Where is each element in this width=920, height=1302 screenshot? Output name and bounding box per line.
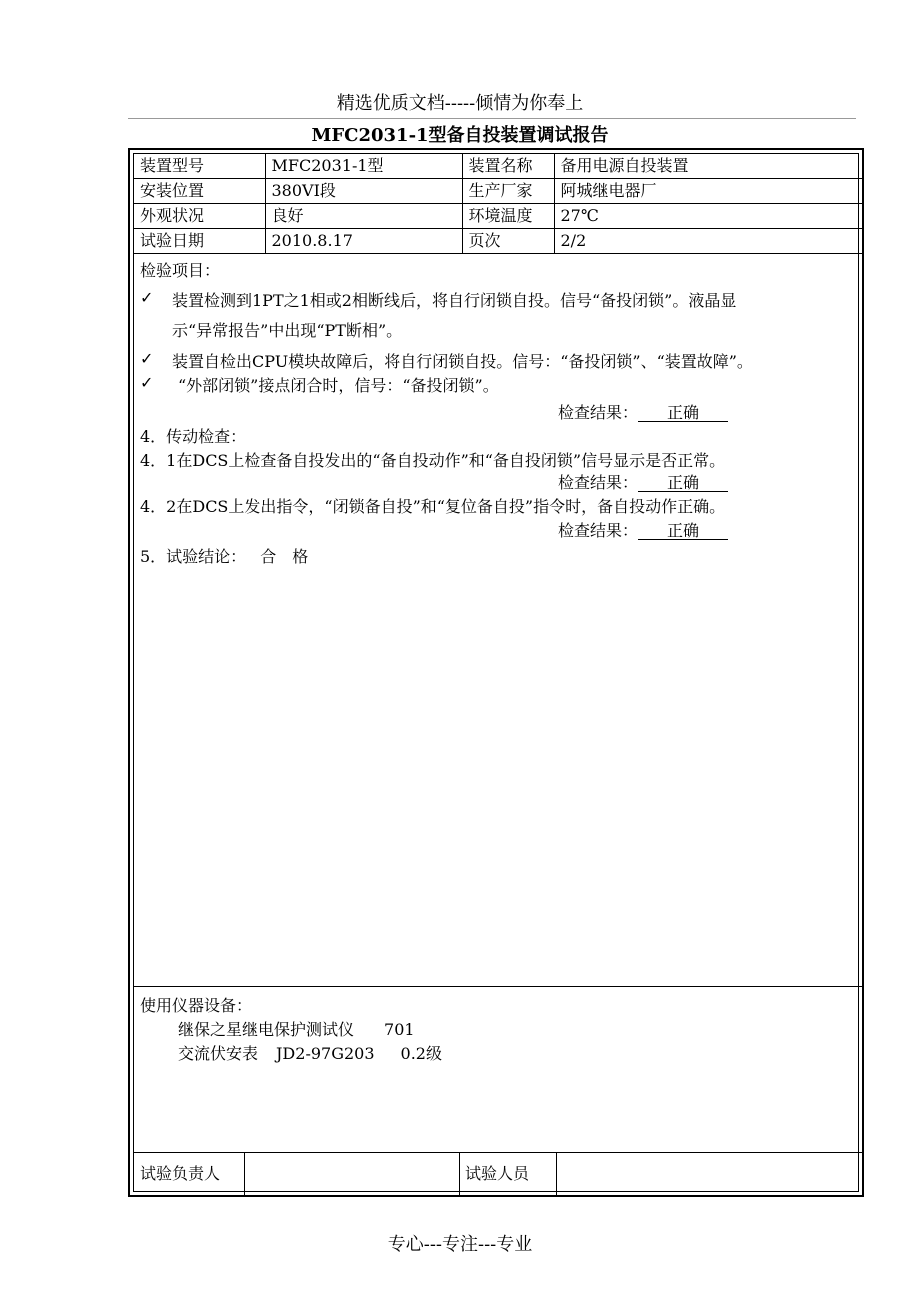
label-ambient-temp: 环境温度	[462, 204, 554, 229]
transmission-item-2: 4．2在DCS上发出指令，“闭锁备自投”和“复位备自投”指令时，备自投动作正确。	[140, 497, 726, 516]
value-manufacturer: 阿城继电器厂	[554, 179, 862, 204]
inspection-item-1-line-2: 示“异常报告”中出现“PT断相”。	[172, 321, 403, 340]
checkmark-icon: ✓	[140, 349, 154, 368]
instrument-spec: JD2-97G203	[276, 1044, 375, 1063]
instrument-item	[178, 1017, 415, 1040]
table-row	[134, 229, 862, 254]
result-value: 正确	[638, 523, 728, 540]
checkmark-icon: ✓	[140, 288, 154, 307]
result-value: 正确	[638, 405, 728, 422]
page-footer: 专心---专注---专业	[387, 1234, 533, 1255]
value-device-name: 备用电源自投装置	[554, 154, 862, 179]
test-lead-label: 试验负责人	[140, 1164, 221, 1183]
label-device-model: 装置型号	[134, 154, 265, 179]
conclusion	[140, 544, 308, 567]
device-info-table	[134, 154, 862, 254]
header-divider	[128, 118, 856, 119]
instruments-heading: 使用仪器设备：	[140, 996, 253, 1015]
table-row	[134, 179, 862, 204]
inspection-heading: 检验项目：	[140, 261, 221, 280]
value-appearance: 良好	[265, 204, 462, 229]
label-test-date: 试验日期	[134, 229, 265, 254]
report-body	[133, 153, 859, 1192]
transmission-result-1	[558, 470, 728, 493]
value-ambient-temp: 27℃	[554, 204, 862, 229]
table-row	[134, 204, 862, 229]
report-frame	[128, 148, 864, 1197]
conclusion-label: 5．试验结论：	[140, 547, 247, 566]
result-label: 检查结果：	[558, 521, 639, 540]
tester-label: 试验人员	[465, 1164, 530, 1183]
test-lead-field[interactable]	[244, 1153, 459, 1195]
transmission-item-1: 4．1在DCS上检查备自投发出的“备自投动作”和“备自投闭锁”信号显示是否正常。	[140, 451, 726, 470]
result-label: 检查结果：	[558, 403, 639, 422]
instrument-name: 交流伏安表	[178, 1044, 259, 1063]
table-row	[134, 154, 862, 179]
label-device-name: 装置名称	[462, 154, 554, 179]
value-device-model: MFC2031-1型	[265, 154, 462, 179]
value-test-date: 2010.8.17	[265, 229, 462, 254]
label-install-location: 安装位置	[134, 179, 265, 204]
value-page-number: 2/2	[554, 229, 862, 254]
tester-field[interactable]	[556, 1153, 862, 1195]
transmission-result-2	[558, 518, 728, 541]
instrument-spec: 701	[384, 1020, 415, 1039]
label-manufacturer: 生产厂家	[462, 179, 554, 204]
inspection-item-3: “外部闭锁”接点闭合时，信号：“备投闭锁”。	[178, 376, 499, 395]
inspection-item-2: 装置自检出CPU模块故障后，将自行闭锁自投。信号：“备投闭锁”、“装置故障”。	[172, 352, 753, 371]
instrument-name: 继保之星继电保护测试仪	[178, 1020, 355, 1039]
checkmark-icon: ✓	[140, 373, 154, 392]
inspection-result	[558, 400, 728, 423]
label-page-number: 页次	[462, 229, 554, 254]
inspection-item-1-line-1: 装置检测到1PT之1相或2相断线后，将自行闭锁自投。信号“备投闭锁”。液晶显	[172, 291, 737, 310]
conclusion-value: 合 格	[260, 547, 309, 566]
result-label: 检查结果：	[558, 473, 639, 492]
value-install-location: 380VⅠ段	[265, 179, 462, 204]
label-appearance: 外观状况	[134, 204, 265, 229]
page-header: 精选优质文档-----倾情为你奉上	[336, 93, 584, 114]
instrument-item	[178, 1041, 442, 1064]
result-value: 正确	[638, 475, 728, 492]
inspection-section	[134, 254, 862, 986]
signature-row	[134, 1152, 862, 1195]
transmission-heading: 4．传动检查：	[140, 427, 247, 446]
instruments-section	[134, 986, 862, 1153]
instrument-grade: 0.2级	[400, 1044, 442, 1063]
report-title: MFC2031-1型备自投装置调试报告	[311, 125, 609, 146]
